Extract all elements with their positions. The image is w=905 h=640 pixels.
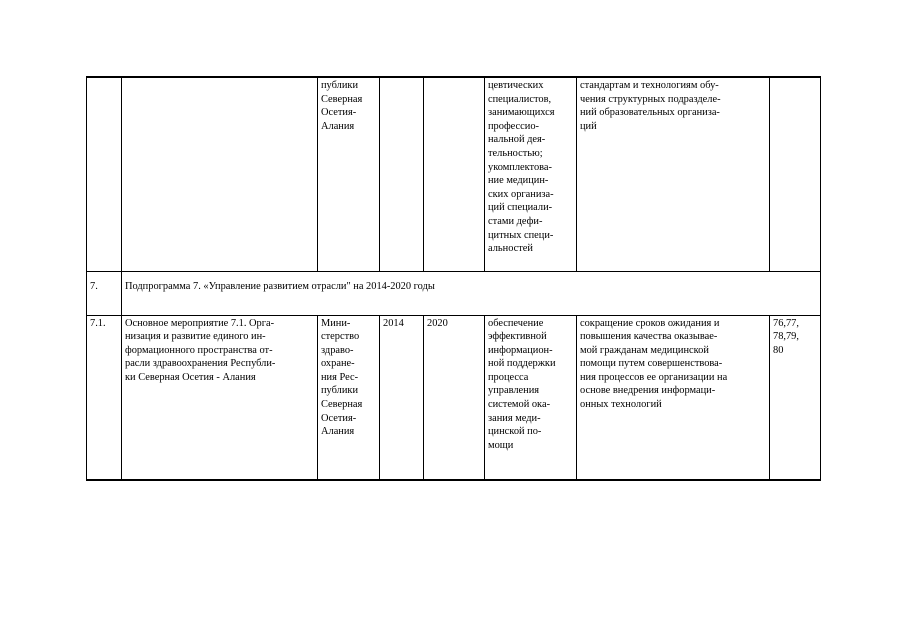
activity-cell: Основное мероприятие 7.1. Орга- низация и развитие единого ин- формационного пространства от- расли здравоохранения Республи- ки Северная Осетия - Алания xyxy=(122,315,318,480)
row-number-cell xyxy=(87,77,122,271)
end-year-cell: 2020 xyxy=(424,315,485,480)
activity-cell xyxy=(122,77,318,271)
direct-result-cell: обеспечение эффективной информацион- ной поддержки процесса управления системой ока- зания меди- цинской по- мощи xyxy=(485,315,577,480)
start-year-cell: 2014 xyxy=(380,315,424,480)
subprogram-row xyxy=(87,271,821,315)
direct-result-cell: цевтических специалистов, занимающихся профессио- нальной дея- тельностью; укомплектова- ние медицин- ских организа- ций специали- стами дефи- цитных специ- альностей xyxy=(485,77,577,271)
row-number-cell: 7. xyxy=(87,271,122,315)
end-year-cell xyxy=(424,77,485,271)
executor-cell: Мини- стерство здраво- охране- ния Рес- публики Северная Осетия- Алания xyxy=(318,315,380,480)
executor-cell: публики Северная Осетия- Алания xyxy=(318,77,380,271)
program-activities-table xyxy=(86,76,821,481)
row-number-cell: 7.1. xyxy=(87,315,122,480)
consequences-cell: сокращение сроков ожидания и повышения качества оказывае- мой гражданам медицинской помощи путем совершенствова- ния процессов ее организации на основе внедрения информаци- онных технологий xyxy=(577,315,770,480)
table-row xyxy=(87,77,821,271)
subprogram-title-cell: Подпрограмма 7. «Управление развитием отрасли" на 2014-2020 годы xyxy=(122,271,821,315)
consequences-cell: стандартам и технологиям обу- чения структурных подразделе- ний образовательных организа- ций xyxy=(577,77,770,271)
indicators-cell: 76,77, 78,79, 80 xyxy=(770,315,821,480)
start-year-cell xyxy=(380,77,424,271)
table-row xyxy=(87,315,821,480)
indicators-cell xyxy=(770,77,821,271)
